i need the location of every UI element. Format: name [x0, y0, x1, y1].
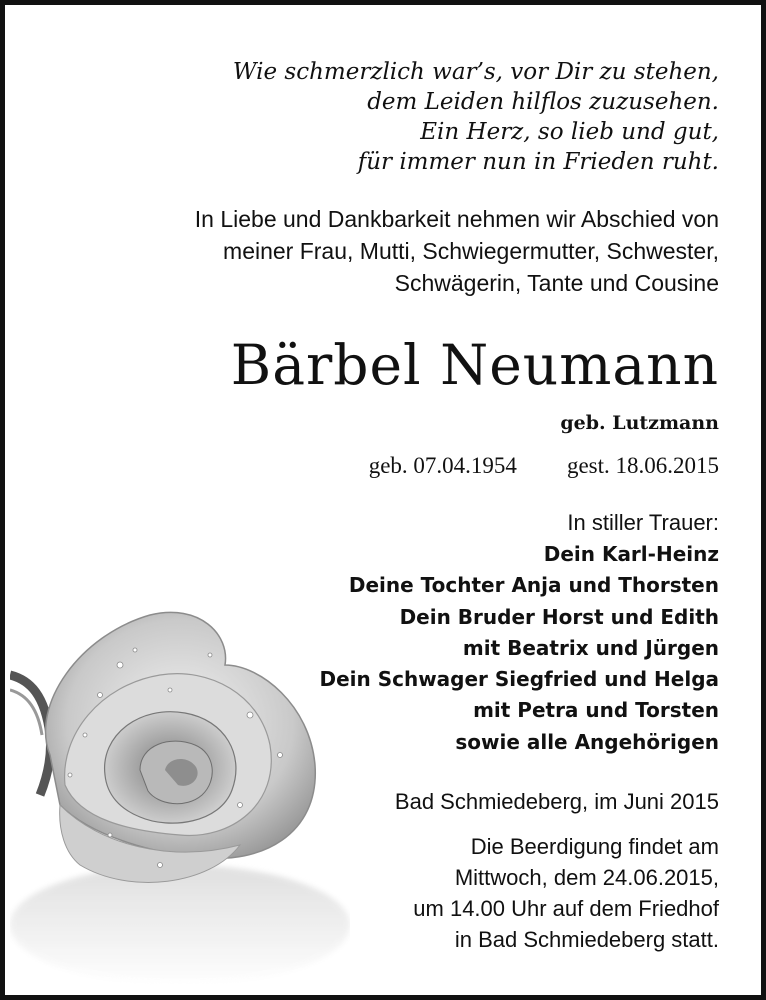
poem-line: für immer nun in Frieden ruht.: [357, 149, 719, 175]
mourners-list: [219, 539, 719, 758]
funeral-line: um 14.00 Uhr auf dem Friedhof: [413, 896, 719, 921]
maiden-name: geb. Lutzmann: [560, 412, 719, 434]
intro-line: In Liebe und Dankbarkeit nehmen wir Abschied von: [194, 206, 719, 232]
place-and-date: Bad Schmiedeberg, im Juni 2015: [394, 789, 719, 814]
mourner-line: Dein Schwager Siegfried und Helga: [319, 667, 719, 692]
poem-line: Wie schmerzlich war’s, vor Dir zu stehen,: [232, 59, 719, 85]
mourner-line: sowie alle Angehörigen: [455, 729, 719, 754]
mourner-line: Dein Bruder Horst und Edith: [399, 604, 719, 629]
mourner-line: Deine Tochter Anja und Thorsten: [348, 573, 719, 598]
mourning-label: In stiller Trauer:: [567, 510, 719, 535]
intro-line: Schwägerin, Tante und Cousine: [394, 270, 719, 296]
birth-date: geb. 07.04.1954: [368, 453, 517, 478]
poem: [119, 57, 719, 177]
intro-line: meiner Frau, Mutti, Schwiegermutter, Schwester,: [223, 238, 719, 264]
poem-line: Ein Herz, so lieb und gut,: [420, 119, 719, 145]
poem-line: dem Leiden hilflos zuzusehen.: [367, 89, 719, 115]
life-dates: [119, 451, 719, 481]
funeral-line: in Bad Schmiedeberg statt.: [454, 927, 719, 952]
funeral-line: Die Beerdigung findet am: [470, 834, 719, 859]
funeral-notice: [219, 831, 719, 955]
mourner-line: mit Petra und Torsten: [473, 698, 719, 723]
deceased-name: Bärbel Neumann: [230, 333, 719, 397]
mourner-line: Dein Karl-Heinz: [543, 542, 719, 566]
death-date: gest. 18.06.2015: [566, 453, 719, 478]
funeral-line: Mittwoch, dem 24.06.2015,: [454, 865, 719, 890]
farewell-intro: [79, 203, 719, 299]
mourner-line: mit Beatrix und Jürgen: [462, 635, 719, 660]
